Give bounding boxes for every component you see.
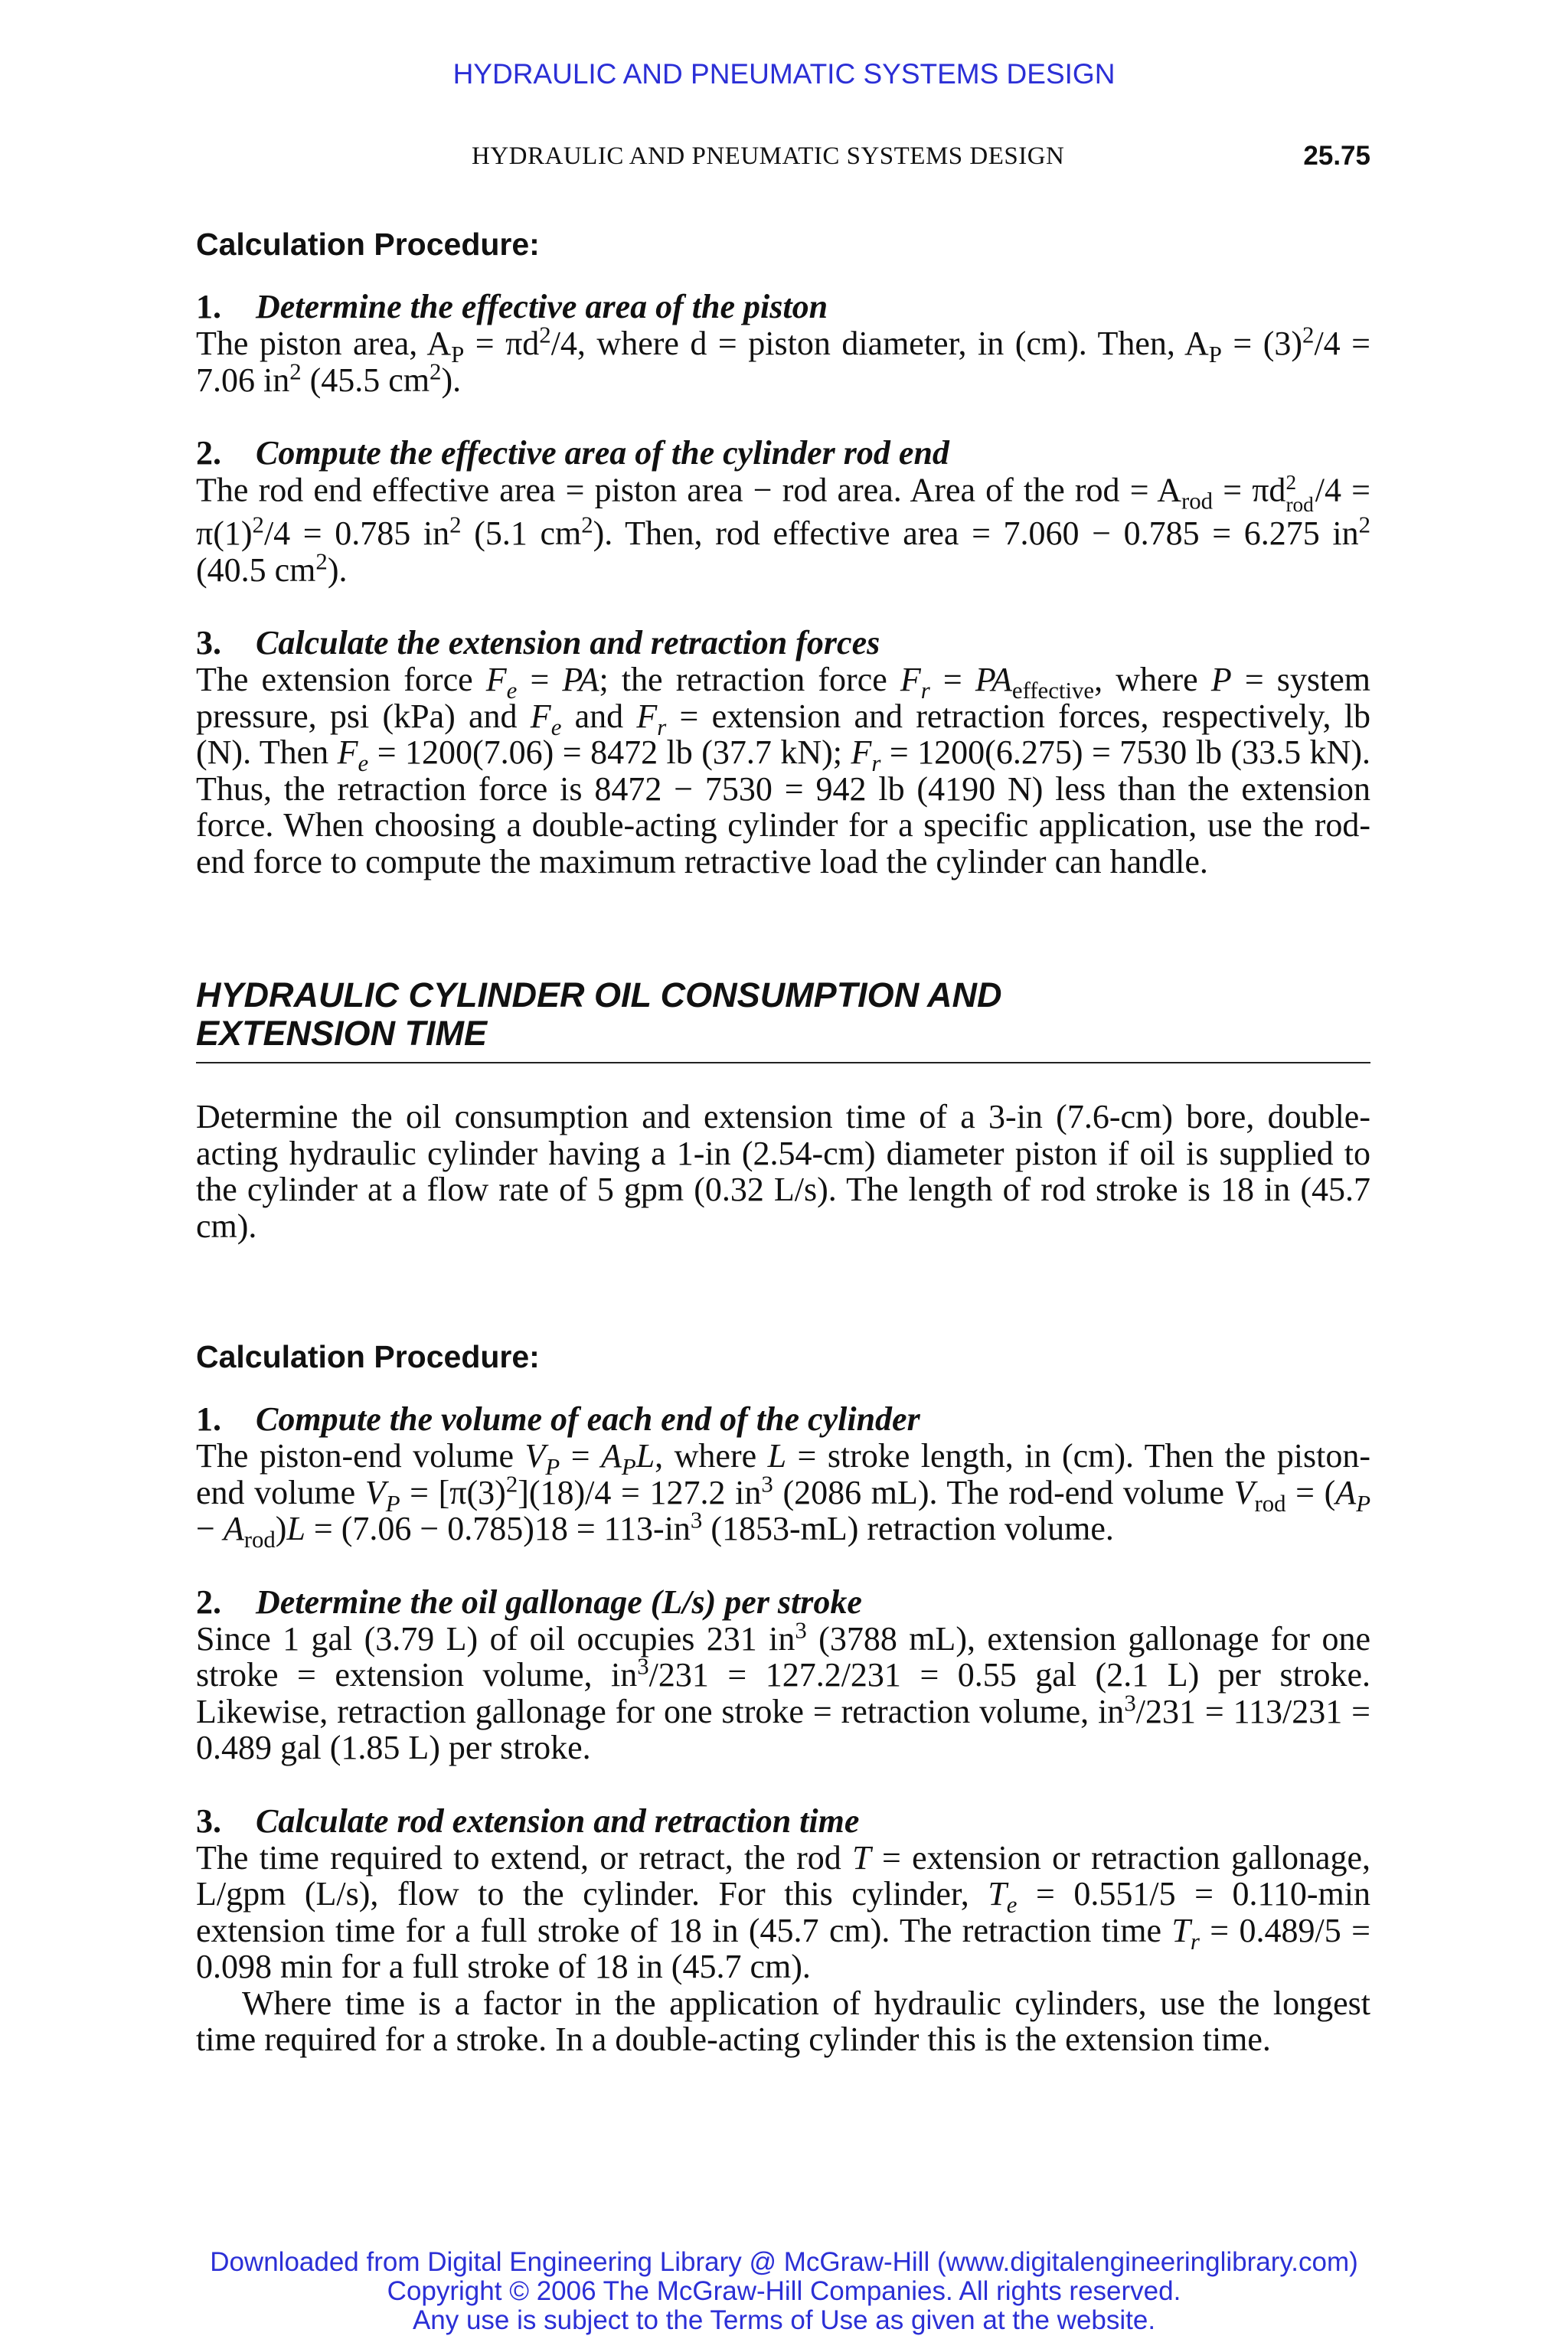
- section-heading: HYDRAULIC CYLINDER OIL CONSUMPTION AND EXTENSION TIME: [196, 975, 1002, 1054]
- running-head-title: HYDRAULIC AND PNEUMATIC SYSTEMS DESIGN: [472, 142, 1065, 170]
- calculation-procedure-heading: Calculation Procedure:: [196, 227, 540, 262]
- calculation-procedure-heading: Calculation Procedure:: [196, 1339, 540, 1375]
- top-banner-title[interactable]: HYDRAULIC AND PNEUMATIC SYSTEMS DESIGN: [452, 58, 1116, 90]
- step-title: 2. Determine the oil gallonage (L/s) per stroke: [196, 1583, 862, 1621]
- running-head: [196, 142, 1370, 178]
- step-body: Since 1 gal (3.79 L) of oil occupies 231 $in^3$ (3788 mL), extension gallonage for one stroke = extension volume, $in^3/231 = 127.2/231 = 0.55$ gal (2.1 L) per stroke. Likewise, retraction gallonage for one stroke = retraction volume, $in^3/231 = 113/231 = 0.489$ gal (1.85 L) per stroke.: [196, 1617, 1370, 1767]
- step-title: 3. Calculate rod extension and retraction time: [196, 1802, 860, 1840]
- section-rule: [196, 1062, 1370, 1063]
- step-2-gallonage: [196, 1584, 1370, 1766]
- footer-download-link[interactable]: Downloaded from Digital Engineering Library @ McGraw-Hill (www.digitalengineeringlibrary.com): [210, 2247, 1358, 2277]
- footer-copyright-line: Copyright © 2006 The McGraw-Hill Companies. All rights reserved.: [387, 2276, 1181, 2306]
- step-3-forces: [196, 625, 1370, 880]
- footer-copyright[interactable]: [0, 2248, 1568, 2335]
- step-title: 2. Compute the effective area of the cylinder rod end: [196, 434, 949, 472]
- step-body: The time required to extend, or retract, the rod T = extension or retraction gallonage, L/gpm (L/s), flow to the cylinder. For this cylinder, $T_e = 0.551/5 = 0.110-\min$ extension time for a full stroke of 18 in (45.7 cm). The retraction time $T_r = 0.489/5 = 0.098$ min for a full stroke of 18 in (45.7 cm).: [196, 1838, 1371, 1986]
- step-body: The piston area, $A_P = \pi d^2/4$, where d = piston diameter, in (cm). Then, $A_P = (3)^2/4 = 7.06$ $in^2$ (45.5 $cm^2$).: [196, 322, 1370, 399]
- footer-terms-line[interactable]: Any use is subject to the Terms of Use as given at the website.: [412, 2305, 1156, 2335]
- step-1-piston-area: [196, 289, 1370, 398]
- step-title: 1. Compute the volume of each end of the cylinder: [196, 1400, 920, 1439]
- step-closing-paragraph: Where time is a factor in the application of hydraulic cylinders, use the longest time required for a stroke. In a double-acting cylinder this is the extension time.: [196, 1984, 1370, 2059]
- step-body: The piston-end volume $V_P = A_PL$, where L = stroke length, in (cm). Then the piston-end volume $V_P = [\pi(3)^2](18)/4 = 127.2$ $in^3$ (2086 mL). The rod-end volume $V_{rod} = (A_P - A_{rod})L = (7.06 - 0.785)18 = 113-in^3$ (1853-mL) retraction volume.: [196, 1437, 1370, 1553]
- page-content: [196, 227, 1370, 2095]
- problem-statement: Determine the oil consumption and extension time of a 3-in (7.6-cm) bore, double-acting hydraulic cylinder having a 1-in (2.54-cm) diameter piston if oil is supplied to the cylinder at a flow rate of 5 gpm (0.32 L/s). The length of rod stroke is 18 in (45.7 cm).: [196, 1098, 1370, 1245]
- step-1-volumes: [196, 1400, 1370, 1553]
- step-2-rod-end-area: [196, 435, 1370, 588]
- step-body: The extension force $F_e$ = PA; the retraction force $F_r = PA_{effective}$, where P = system pressure, psi (kPa) and $F_e$ and $F_r$ = extension and retraction forces, respectively, lb (N). Then $F_e = 1200(7.06) = 8472$ lb (37.7 kN); $F_r = 1200(6.275) = 7530$ lb (33.5 kN). Thus, the retraction force is 8472 − 7530 = 942 lb (4190 N) less than the extension force. When choosing a double-acting cylinder for a specific application, use the rod-end force to compute the maximum retractive load the cylinder can handle.: [196, 661, 1370, 880]
- step-title: 1. Determine the effective area of the piston: [196, 288, 828, 325]
- step-title: 3. Calculate the extension and retraction forces: [196, 624, 880, 662]
- page-number: 25.75: [1303, 141, 1370, 171]
- step-body: The rod end effective area = piston area − rod area. Area of the rod = $A_{rod} = \pi d$ 2 rod $/4 = \pi(1)^2/4 = 0.785$ $in^2$ (5.1 $cm^2$). Then, rod effective area = 7.060 − 0.785 = 6.275 $in^2$ (40.5 $cm^2$).: [196, 471, 1371, 589]
- step-3-time: [196, 1803, 1370, 2058]
